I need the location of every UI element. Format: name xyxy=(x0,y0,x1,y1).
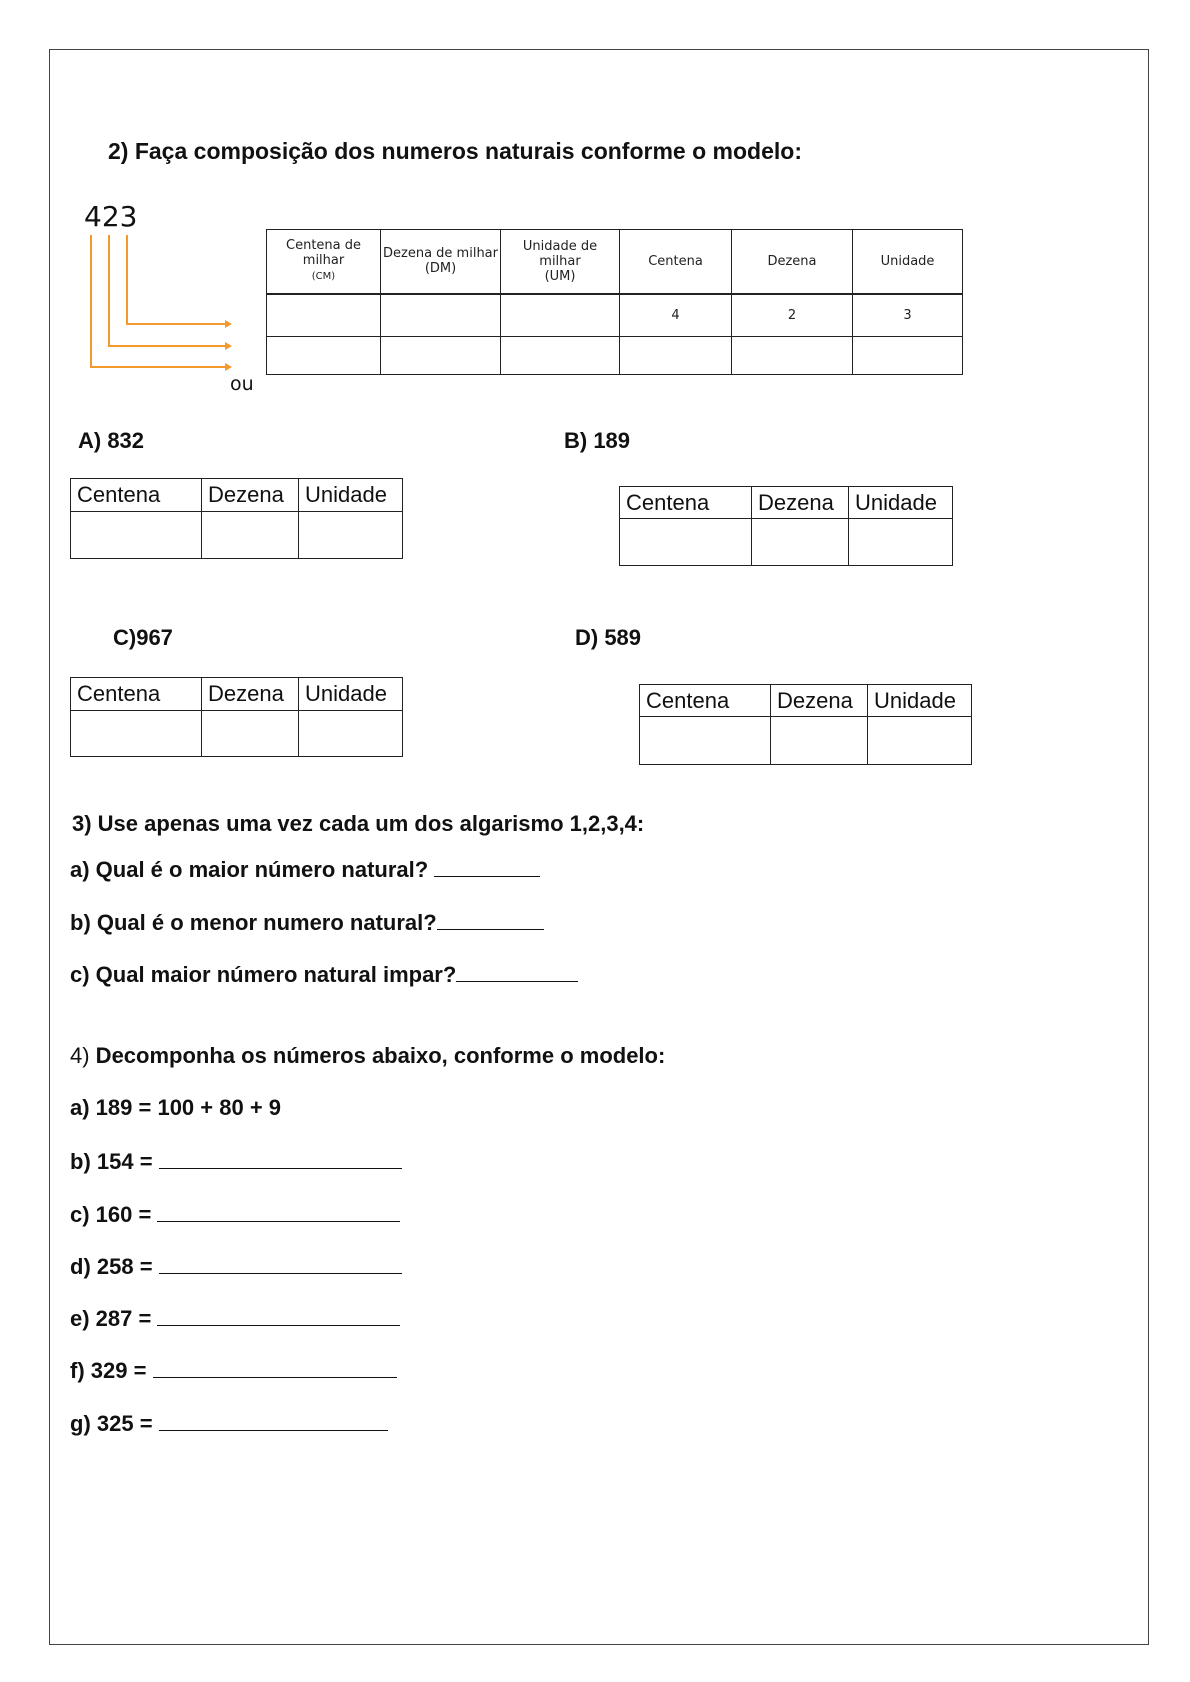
answer-cell[interactable] xyxy=(640,717,771,765)
question-3-title: 3) Use apenas uma vez cada um dos algarismo 1,2,3,4: xyxy=(72,811,645,836)
table-d: Centena Dezena Unidade xyxy=(639,684,972,765)
question-3a: a) Qual é o maior número natural? xyxy=(70,856,540,883)
cell: 2 xyxy=(732,294,853,337)
question-3c: c) Qual maior número natural impar? xyxy=(70,961,578,988)
question-4-title: 4) Decomponha os números abaixo, conforme o modelo: xyxy=(70,1043,666,1068)
decompose-f: f) 329 = xyxy=(70,1357,397,1384)
answer-cell[interactable] xyxy=(752,519,849,566)
header-um: Unidade de milhar xyxy=(522,238,598,269)
answer-cell[interactable] xyxy=(71,711,202,757)
table-b: Centena Dezena Unidade xyxy=(619,486,953,566)
answer-blank[interactable] xyxy=(159,1410,388,1431)
cell: 4 xyxy=(620,294,732,337)
header-cm: Centena de milhar xyxy=(286,238,361,269)
question-3b: b) Qual é o menor numero natural? xyxy=(70,909,544,936)
answer-cell[interactable] xyxy=(849,519,953,566)
answer-blank[interactable] xyxy=(434,856,540,877)
answer-cell[interactable] xyxy=(771,717,868,765)
or-label: ou xyxy=(230,373,254,395)
decompose-d: d) 258 = xyxy=(70,1253,402,1280)
header-dm: Dezena de milhar xyxy=(383,246,498,262)
answer-cell[interactable] xyxy=(299,711,403,757)
decompose-b: b) 154 = xyxy=(70,1148,402,1175)
answer-cell[interactable] xyxy=(71,512,202,559)
item-c-label: C)967 xyxy=(113,625,173,650)
model-number: 423 xyxy=(84,200,138,233)
item-a-label: A) 832 xyxy=(78,428,145,453)
example-decomposition: a) 189 = 100 + 80 + 9 xyxy=(70,1095,282,1120)
cell: 3 xyxy=(853,294,963,337)
header-dezena: Dezena xyxy=(732,230,853,294)
cell xyxy=(381,294,501,337)
model-place-value-table: Centena de milhar (CM) Dezena de milhar (DM) Unidade de milhar (UM) Centena Dezena Unidade 4 2 3 xyxy=(266,229,963,375)
cell xyxy=(501,294,620,337)
decompose-c: c) 160 = xyxy=(70,1201,400,1228)
answer-blank[interactable] xyxy=(153,1357,397,1378)
answer-blank[interactable] xyxy=(437,909,544,930)
decompose-e: e) 287 = xyxy=(70,1305,400,1332)
cell xyxy=(267,294,381,337)
answer-cell[interactable] xyxy=(299,512,403,559)
decompose-g: g) 325 = xyxy=(70,1410,388,1437)
answer-cell[interactable] xyxy=(868,717,972,765)
item-d-label: D) 589 xyxy=(575,625,642,650)
header-unidade: Unidade xyxy=(853,230,963,294)
answer-blank[interactable] xyxy=(159,1253,402,1274)
answer-blank[interactable] xyxy=(159,1148,402,1169)
header-centena: Centena xyxy=(620,230,732,294)
answer-cell[interactable] xyxy=(620,519,752,566)
answer-cell[interactable] xyxy=(202,512,299,559)
answer-blank[interactable] xyxy=(456,961,578,982)
answer-blank[interactable] xyxy=(157,1305,400,1326)
question-2-title: 2) Faça composição dos numeros naturais conforme o modelo: xyxy=(108,138,802,164)
table-a: Centena Dezena Unidade xyxy=(70,478,403,559)
table-c: Centena Dezena Unidade xyxy=(70,677,403,757)
item-b-label: B) 189 xyxy=(564,428,631,453)
answer-cell[interactable] xyxy=(202,711,299,757)
answer-blank[interactable] xyxy=(157,1201,400,1222)
